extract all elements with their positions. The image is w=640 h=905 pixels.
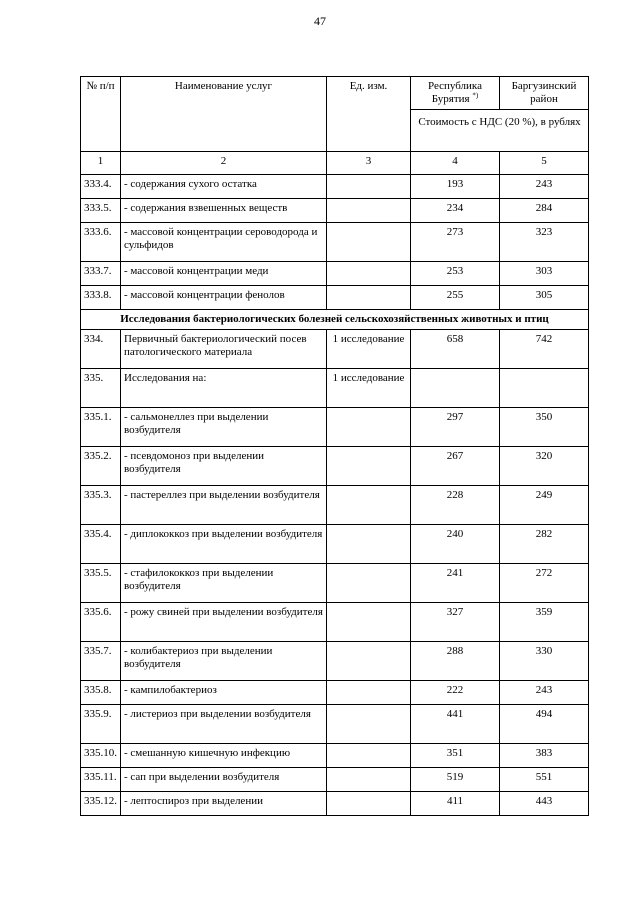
service-name-cell: - массовой концентрации сероводорода и сульфидов xyxy=(121,223,327,262)
row-number-cell: 335.6. xyxy=(81,603,121,642)
unit-cell xyxy=(327,603,411,642)
price-district-cell: 284 xyxy=(500,199,589,223)
service-name-cell: - листериоз при выделении возбудителя xyxy=(121,705,327,744)
service-name-cell: - массовой концентрации меди xyxy=(121,262,327,286)
service-name-cell: - смешанную кишечную инфекцию xyxy=(121,744,327,768)
price-rb-cell: 241 xyxy=(411,564,500,603)
index-cell: 5 xyxy=(500,152,589,175)
index-row xyxy=(81,152,589,175)
table-row xyxy=(81,223,589,262)
table-row xyxy=(81,262,589,286)
price-district-cell: 243 xyxy=(500,681,589,705)
unit-cell: 1 исследование xyxy=(327,369,411,408)
table-row xyxy=(81,486,589,525)
index-cell: 2 xyxy=(121,152,327,175)
price-district-cell: 243 xyxy=(500,175,589,199)
row-number-cell: 335.2. xyxy=(81,447,121,486)
service-name-cell: - диплококкоз при выделении возбудителя xyxy=(121,525,327,564)
section-title: Исследования бактериологических болезней сельскохозяйственных животных и птиц xyxy=(81,310,589,330)
table-row xyxy=(81,792,589,816)
row-number-cell: 333.7. xyxy=(81,262,121,286)
table-row xyxy=(81,768,589,792)
price-rb-cell: 253 xyxy=(411,262,500,286)
price-district-cell: 282 xyxy=(500,525,589,564)
section-row xyxy=(81,310,589,330)
header-rb-label: Республика Бурятия xyxy=(427,80,482,105)
table-row xyxy=(81,525,589,564)
price-rb-cell xyxy=(411,369,500,408)
service-name-cell: - содержания взвешенных веществ xyxy=(121,199,327,223)
unit-cell xyxy=(327,525,411,564)
table-row xyxy=(81,369,589,408)
price-rb-cell: 267 xyxy=(411,447,500,486)
unit-cell xyxy=(327,447,411,486)
table-row xyxy=(81,175,589,199)
price-district-cell: 303 xyxy=(500,262,589,286)
unit-cell xyxy=(327,681,411,705)
row-number-cell: 335.7. xyxy=(81,642,121,681)
unit-cell xyxy=(327,486,411,525)
header-district: Баргузинский район xyxy=(500,77,589,110)
service-name-cell: Исследования на: xyxy=(121,369,327,408)
service-name-cell: - лептоспироз при выделении xyxy=(121,792,327,816)
unit-cell xyxy=(327,408,411,447)
row-number-cell: 334. xyxy=(81,330,121,369)
row-number-cell: 333.5. xyxy=(81,199,121,223)
price-rb-cell: 255 xyxy=(411,286,500,310)
service-name-cell: - рожу свиней при выделении возбудителя xyxy=(121,603,327,642)
row-number-cell: 335. xyxy=(81,369,121,408)
unit-cell xyxy=(327,286,411,310)
table-row xyxy=(81,681,589,705)
price-rb-cell: 240 xyxy=(411,525,500,564)
price-district-cell: 359 xyxy=(500,603,589,642)
service-name-cell: - пастереллез при выделении возбудителя xyxy=(121,486,327,525)
header-rb xyxy=(411,77,500,110)
price-district-cell: 551 xyxy=(500,768,589,792)
service-name-cell: - массовой концентрации фенолов xyxy=(121,286,327,310)
service-name-cell: - кампилобактериоз xyxy=(121,681,327,705)
price-district-cell: 330 xyxy=(500,642,589,681)
price-rb-cell: 327 xyxy=(411,603,500,642)
price-rb-cell: 222 xyxy=(411,681,500,705)
table-row xyxy=(81,286,589,310)
price-rb-cell: 658 xyxy=(411,330,500,369)
price-rb-cell: 234 xyxy=(411,199,500,223)
table-row xyxy=(81,408,589,447)
row-number-cell: 335.4. xyxy=(81,525,121,564)
price-district-cell: 305 xyxy=(500,286,589,310)
index-cell: 4 xyxy=(411,152,500,175)
unit-cell xyxy=(327,175,411,199)
table-row xyxy=(81,199,589,223)
price-district-cell: 494 xyxy=(500,705,589,744)
service-name-cell: - сальмонеллез при выделении возбудителя xyxy=(121,408,327,447)
service-name-cell: - содержания сухого остатка xyxy=(121,175,327,199)
header-rb-footnote-mark: *) xyxy=(472,91,479,100)
row-number-cell: 333.8. xyxy=(81,286,121,310)
price-district-cell: 323 xyxy=(500,223,589,262)
price-rb-cell: 228 xyxy=(411,486,500,525)
row-number-cell: 335.3. xyxy=(81,486,121,525)
service-name-cell: Первичный бактериологический посев патологического материала xyxy=(121,330,327,369)
header-row xyxy=(81,77,589,110)
unit-cell xyxy=(327,199,411,223)
row-number-cell: 335.10. xyxy=(81,744,121,768)
price-rb-cell: 351 xyxy=(411,744,500,768)
price-district-cell: 742 xyxy=(500,330,589,369)
table-row xyxy=(81,642,589,681)
header-unit: Ед. изм. xyxy=(327,77,411,152)
price-rb-cell: 411 xyxy=(411,792,500,816)
price-district-cell: 383 xyxy=(500,744,589,768)
table-row xyxy=(81,705,589,744)
unit-cell xyxy=(327,262,411,286)
unit-cell: 1 исследование xyxy=(327,330,411,369)
index-cell: 3 xyxy=(327,152,411,175)
price-table xyxy=(80,76,589,816)
service-name-cell: - псевдомоноз при выделении возбудителя xyxy=(121,447,327,486)
header-name: Наименование услуг xyxy=(121,77,327,152)
price-district-cell: 320 xyxy=(500,447,589,486)
unit-cell xyxy=(327,642,411,681)
price-rb-cell: 193 xyxy=(411,175,500,199)
index-cell: 1 xyxy=(81,152,121,175)
price-rb-cell: 297 xyxy=(411,408,500,447)
price-rb-cell: 273 xyxy=(411,223,500,262)
page-number: 47 xyxy=(314,14,326,28)
unit-cell xyxy=(327,223,411,262)
unit-cell xyxy=(327,792,411,816)
row-number-cell: 335.9. xyxy=(81,705,121,744)
price-rb-cell: 519 xyxy=(411,768,500,792)
table-row xyxy=(81,564,589,603)
service-name-cell: - колибактериоз при выделении возбудителя xyxy=(121,642,327,681)
row-number-cell: 335.11. xyxy=(81,768,121,792)
row-number-cell: 335.8. xyxy=(81,681,121,705)
row-number-cell: 335.5. xyxy=(81,564,121,603)
header-num: № п/п xyxy=(81,77,121,152)
price-district-cell: 249 xyxy=(500,486,589,525)
row-number-cell: 333.4. xyxy=(81,175,121,199)
price-district-cell: 350 xyxy=(500,408,589,447)
table-row xyxy=(81,447,589,486)
price-table-body xyxy=(81,77,589,816)
table-row xyxy=(81,330,589,369)
header-cost-label: Стоимость с НДС (20 %), в рублях xyxy=(411,110,589,152)
price-rb-cell: 288 xyxy=(411,642,500,681)
price-rb-cell: 441 xyxy=(411,705,500,744)
row-number-cell: 333.6. xyxy=(81,223,121,262)
table-row xyxy=(81,744,589,768)
table-row xyxy=(81,603,589,642)
service-name-cell: - сап при выделении возбудителя xyxy=(121,768,327,792)
row-number-cell: 335.1. xyxy=(81,408,121,447)
service-name-cell: - стафилококкоз при выделении возбудителя xyxy=(121,564,327,603)
price-district-cell: 443 xyxy=(500,792,589,816)
unit-cell xyxy=(327,744,411,768)
unit-cell xyxy=(327,705,411,744)
unit-cell xyxy=(327,768,411,792)
price-district-cell xyxy=(500,369,589,408)
price-district-cell: 272 xyxy=(500,564,589,603)
unit-cell xyxy=(327,564,411,603)
row-number-cell: 335.12. xyxy=(81,792,121,816)
